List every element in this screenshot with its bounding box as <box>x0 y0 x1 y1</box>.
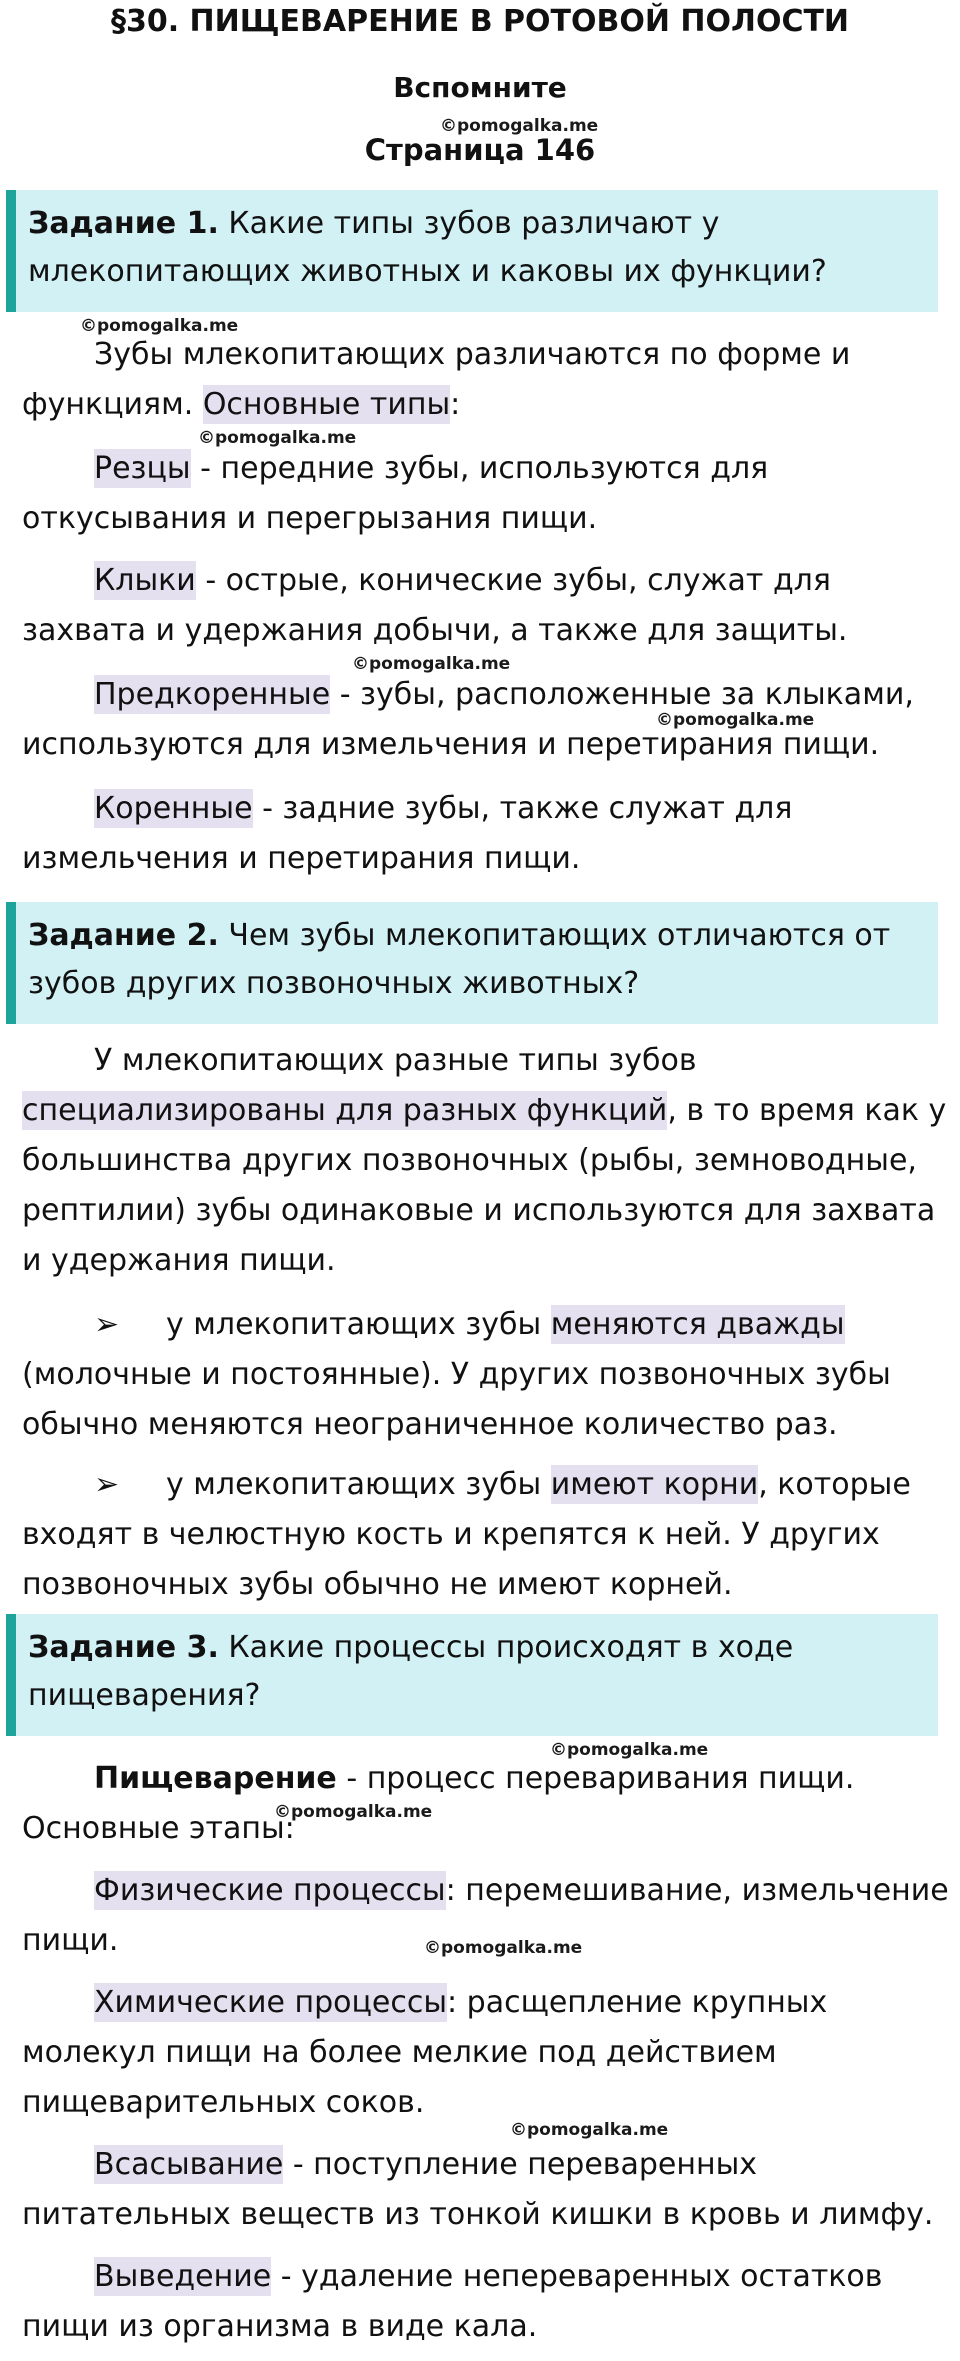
highlight: меняются дважды <box>550 1307 845 1342</box>
term-highlight: Резцы <box>94 451 191 486</box>
watermark: ©pomogalka.me <box>352 654 511 674</box>
task-1-item-2: Клыки - острые, конические зубы, служат для захвата и удержания добычи, а также для защиты. <box>22 563 848 648</box>
task-3-item-2: Химические процессы: расщепление крупных молекул пищи на более мелкие под действием пищеварительных соков. <box>22 1985 828 2120</box>
task-1-box <box>6 190 938 312</box>
task-2-box <box>6 902 938 1024</box>
watermark: ©pomogalka.me <box>274 1802 433 1822</box>
watermark: ©pomogalka.me <box>510 2120 669 2140</box>
task-3-question: Какие процессы происходят в ходе пищеварения? <box>28 1630 794 1713</box>
term-highlight: Всасывание <box>94 2147 284 2182</box>
task-2-question: Чем зубы млекопитающих отличаются от зубов других позвоночных животных? <box>28 918 891 1001</box>
page-number: Страница 146 <box>364 133 596 167</box>
term-highlight: Химические процессы <box>94 1985 448 2020</box>
task-1-label: Задание 1. <box>28 206 219 241</box>
task-2-bullet-1: ➢ у млекопитающих зубы меняются дважды (молочные и постоянные). У других позвоночных зубы обычно меняются неограниченное количество раз. <box>22 1300 952 1450</box>
highlight: специализированы для разных функций <box>22 1093 668 1128</box>
term-highlight: Выведение <box>94 2259 272 2294</box>
task-2-intro: У млекопитающих разные типы зубов специализированы для разных функций, в то время как у большинства других позвоночных (рыбы, земноводные, рептилии) зубы одинаковые и используются для захвата и удержания пищи. <box>22 1043 947 1278</box>
arrow-bullet-icon: ➢ <box>94 1467 120 1502</box>
highlight: Основные типы <box>202 387 451 422</box>
watermark: ©pomogalka.me <box>656 710 815 730</box>
task-3-item-4: Выведение - удаление непереваренных остатков пищи из организма в виде кала. <box>22 2259 883 2344</box>
arrow-bullet-icon: ➢ <box>94 1307 120 1342</box>
term-highlight: Физические процессы <box>94 1873 446 1908</box>
task-1-item-4: Коренные - задние зубы, также служат для измельчения и перетирания пищи. <box>22 791 793 876</box>
page-title: §30. ПИЩЕВАРЕНИЕ В РОТОВОЙ ПОЛОСТИ <box>110 4 850 39</box>
watermark: ©pomogalka.me <box>424 1938 583 1958</box>
highlight: имеют корни <box>550 1467 759 1502</box>
task-3-label: Задание 3. <box>28 1630 219 1665</box>
task-2-bullet-2: ➢ у млекопитающих зубы имеют корни, которые входят в челюстную кость и крепятся к ней. У других позвоночных зубы обычно не имеют корней. <box>22 1460 952 1610</box>
task-1-intro: Зубы млекопитающих различаются по форме и функциям. Основные типы: <box>22 337 851 422</box>
watermark: ©pomogalka.me <box>440 116 599 136</box>
task-3-item-3: Всасывание - поступление переваренных питательных веществ из тонкой кишки в кровь и лимфу. <box>22 2147 934 2232</box>
task-1-item-1: Резцы - передние зубы, используются для откусывания и перегрызания пищи. <box>22 451 769 536</box>
term-highlight: Предкоренные <box>94 677 331 712</box>
task-3-item-1: Физические процессы: перемешивание, измельчение пищи. <box>22 1873 949 1958</box>
term-highlight: Коренные <box>94 791 253 826</box>
term-highlight: Клыки <box>94 563 196 598</box>
section-subtitle: Вспомните <box>393 71 567 104</box>
task-1-item-3: Предкоренные - зубы, расположенные за клыками, используются для измельчения и перетирания пищи. <box>22 677 914 762</box>
task-3-box <box>6 1614 938 1736</box>
term-bold: Пищеварение <box>94 1761 337 1796</box>
task-3-intro: Пищеварение - процесс переваривания пищи. Основные этапы: <box>22 1761 855 1846</box>
task-1-question: Какие типы зубов различают у млекопитающих животных и каковы их функции? <box>28 206 827 289</box>
task-2-label: Задание 2. <box>28 918 219 953</box>
watermark: ©pomogalka.me <box>80 316 239 336</box>
watermark: ©pomogalka.me <box>198 428 357 448</box>
watermark: ©pomogalka.me <box>550 1740 709 1760</box>
